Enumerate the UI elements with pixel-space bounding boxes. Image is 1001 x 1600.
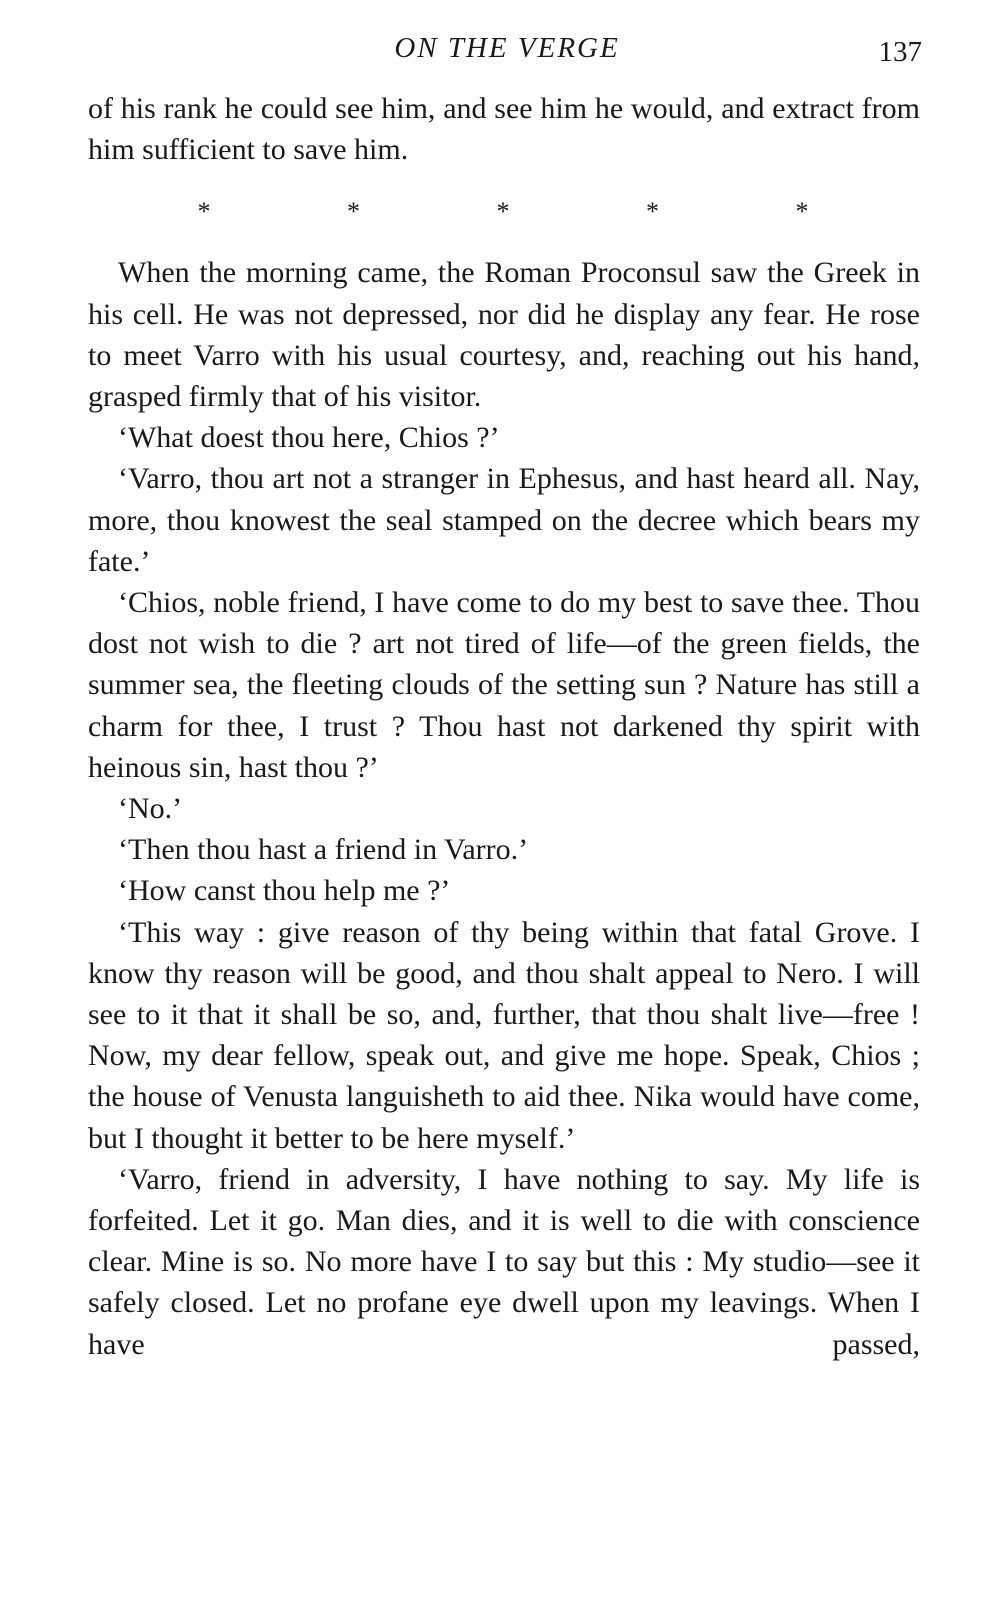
asterism-star: * xyxy=(646,196,659,226)
running-title: ON THE VERGE xyxy=(394,32,620,64)
section-break-asterism xyxy=(88,170,920,252)
dialogue-line: ‘Chios, noble friend, I have come to do my best to save thee. Thou dost not wish to die ? art not tired of life—of the green fields, the summer sea, the fleeting clouds of the setting sun ? Nature has still a charm for thee, I trust ? Thou hast not darkened thy spirit with heinous sin, hast thou ?’ xyxy=(88,586,920,784)
dialogue-line: ‘Varro, thou art not a stranger in Ephesus, and hast heard all. Nay, more, thou knowest the seal stamped on the decree which bears my fate.’ xyxy=(88,462,920,578)
paragraph: When the morning came, the Roman Proconsul saw the Greek in his cell. He was not depressed, nor did he display any fear. He rose to meet Varro with his usual courtesy, and, reaching out his hand, grasped firmly that of his visitor. xyxy=(88,256,920,414)
asterism-star: * xyxy=(496,196,510,226)
asterism-star: * xyxy=(197,196,211,226)
paragraph-continued: of his rank he could see him, and see him he would, and extract from him sufficient to save him. xyxy=(88,92,920,167)
dialogue-line: ‘What doest thou here, Chios ?’ xyxy=(118,421,500,455)
dialogue-line: ‘How canst thou help me ?’ xyxy=(118,874,451,908)
dialogue-line: ‘Varro, friend in adversity, I have nothing to say. My life is forfeited. Let it go. Man dies, and it is well to die with conscience clear. Mine is so. No more have I to say but this : My studio—see it safely closed. Let no profane eye dwell upon my leavings. When I have passed, xyxy=(88,1162,920,1361)
page-number: 137 xyxy=(878,36,922,68)
asterism-star: * xyxy=(347,196,360,226)
running-header xyxy=(88,28,926,72)
dialogue-line: ‘No.’ xyxy=(118,792,183,826)
dialogue-line: ‘Then thou hast a friend in Varro.’ xyxy=(118,833,529,867)
body-text xyxy=(88,88,920,1365)
asterism-star: * xyxy=(795,196,809,226)
dialogue-line: ‘This way : give reason of thy being within that fatal Grove. I know thy reason will be good, and thou shalt appeal to Nero. I will see to it that it shall be so, and, further, that thou shalt live—free ! Now, my dear fellow, speak out, and give me hope. Speak, Chios ; the house of Venusta languisheth to aid thee. Nika would have come, but I thought it better to be here myself.’ xyxy=(88,915,920,1155)
